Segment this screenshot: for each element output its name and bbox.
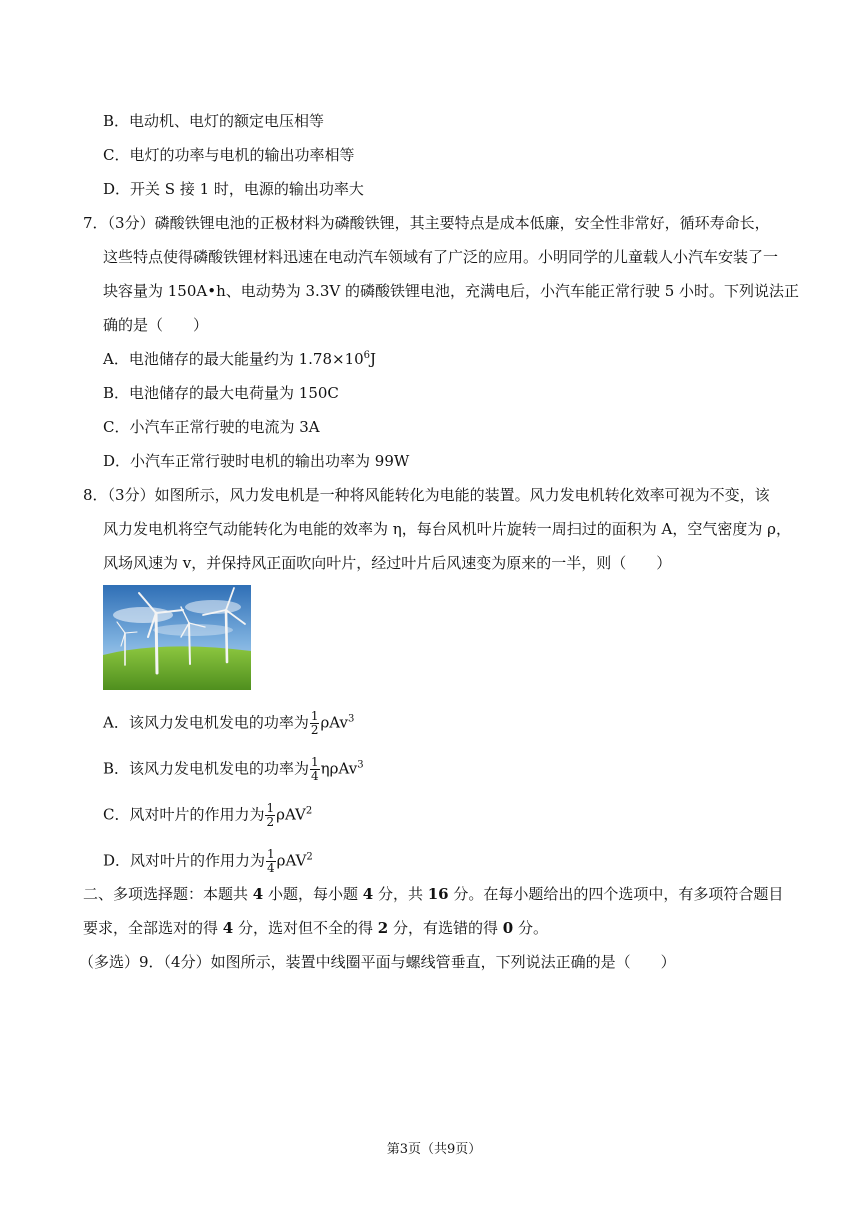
- q7-stem-line2: 这些特点使得磷酸铁锂材料迅速在电动汽车领域有了广泛的应用。小明同学的儿童载人小汽车安装了一: [103, 248, 779, 266]
- q7-option-b: B．电池储存的最大电荷量为 150C: [103, 384, 339, 402]
- q8-stem-line2: 风力发电机将空气动能转化为电能的效率为 η，每台风机叶片旋转一周扫过的面积为 A，空气密度为 ρ，: [103, 520, 791, 538]
- q7-stem-line1: 7．（3分）磷酸铁锂电池的正极材料为磷酸铁锂，其主要特点是成本低廉，安全性非常好，循环寿命长，: [83, 214, 770, 232]
- q8-option-b: B．该风力发电机发电的功率为 $\frac{1}{4}$ ηρAv$^3$: [103, 755, 364, 783]
- q8-option-d: D．风对叶片的作用力为 $\frac{1}{4}$ ρAV$^2$: [103, 847, 313, 875]
- q8-option-a: A．该风力发电机发电的功率为 $\frac{1}{2}$ ρAv$^3$: [103, 709, 355, 737]
- q7-stem-line4: 确的是（ ）: [103, 316, 209, 334]
- fraction: $\frac{1}{4}$: [311, 755, 319, 783]
- q8-option-c: C．风对叶片的作用力为 $\frac{1}{2}$ ρAV$^2$: [103, 801, 313, 829]
- fraction: $\frac{1}{2}$: [266, 801, 275, 829]
- wind-turbine-photo: [103, 585, 251, 690]
- q7-stem-line3: 块容量为 150A•h、电动势为 3.3V 的磷酸铁锂电池，充满电后，小汽车能正常行驶 5 小时。下列说法正: [103, 282, 800, 300]
- q6-option-b: B．电动机、电灯的额定电压相等: [103, 112, 325, 130]
- q6-option-d: D．开关 S 接 1 时，电源的输出功率大: [103, 180, 364, 198]
- fraction: $\frac{1}{4}$: [267, 847, 275, 875]
- q6-option-c: C．电灯的功率与电机的输出功率相等: [103, 146, 355, 164]
- q7-option-d: D．小汽车正常行驶时电机的输出功率为 99W: [103, 452, 410, 470]
- page-footer: 第3页（共9页）: [386, 1142, 482, 1157]
- q9-stem: （多选）9．（4分）如图所示，装置中线圈平面与螺线管垂直，下列说法正确的是（ ）: [79, 953, 676, 971]
- q8-stem-line3: 风场风速为 v，并保持风正面吹向叶片，经过叶片后风速变为原来的一半，则（ ）: [103, 554, 672, 572]
- fraction: $\frac{1}{2}$: [310, 709, 319, 737]
- q8-stem-line1: 8．（3分）如图所示，风力发电机是一种将风能转化为电能的装置。风力发电机转化效率可视为不变，该: [83, 486, 770, 504]
- section2-heading-line2: 要求，全部选对的得 4 分，选对但不全的得 2 分，有选错的得 0 分。: [83, 919, 548, 937]
- q7-option-a: A．电池储存的最大能量约为 $1.78\times 10^6J$: [103, 350, 377, 368]
- q7-option-c: C．小汽车正常行驶的电流为 3A: [103, 418, 320, 436]
- section2-heading-line1: 二、多项选择题：本题共 4 小题，每小题 4 分，共 16 分。在每小题给出的四个选项中，有多项符合题目: [83, 885, 784, 903]
